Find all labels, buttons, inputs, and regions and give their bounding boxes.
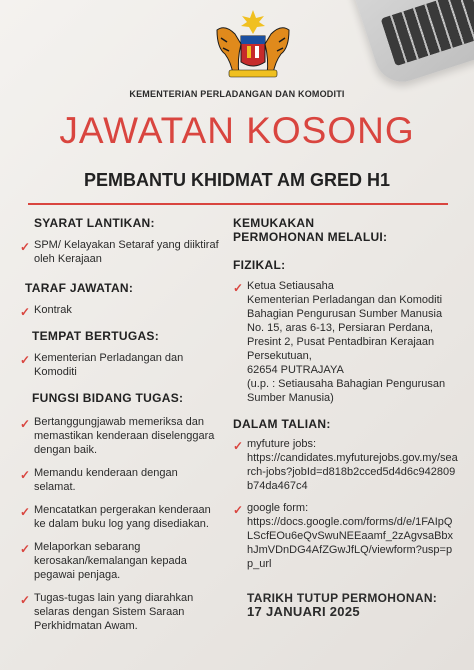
tempat-text: Kementerian Perladangan dan Komoditi bbox=[34, 352, 184, 378]
check-mark-icon: ✓ bbox=[20, 305, 31, 319]
taraf-text: Kontrak bbox=[34, 304, 72, 316]
list-item bbox=[20, 415, 220, 457]
check-mark-icon: ✓ bbox=[20, 505, 31, 519]
address-line: Kementerian Perladangan dan Komoditi bbox=[247, 294, 443, 306]
check-mark-icon: ✓ bbox=[20, 417, 31, 431]
check-mark-icon: ✓ bbox=[233, 281, 244, 295]
myfuture-label: myfuture jobs: bbox=[247, 438, 317, 450]
google-form-block bbox=[233, 501, 458, 571]
left-column bbox=[20, 216, 220, 633]
talian-heading: DALAM TALIAN: bbox=[233, 417, 331, 431]
myfuture-link[interactable]: https://candidates.myfuturejobs.gov.my/search-jobs?jobId=d818b2cced5d4d6c942809b74da467c4 bbox=[247, 452, 458, 492]
laptop-keyboard bbox=[381, 0, 474, 66]
check-mark-icon: ✓ bbox=[233, 439, 244, 453]
list-item bbox=[20, 591, 220, 633]
check-mark-icon: ✓ bbox=[20, 353, 31, 367]
check-mark-icon: ✓ bbox=[233, 503, 244, 517]
address-line: 62654 PUTRAJAYA bbox=[247, 364, 344, 376]
position-title: PEMBANTU KHIDMAT AM GRED H1 bbox=[84, 170, 390, 190]
fungsi-text: Mencatatkan pergerakan kenderaan ke dalam buku log yang disediakan. bbox=[34, 504, 211, 530]
right-column bbox=[233, 216, 458, 619]
tempat-heading: TEMPAT BERTUGAS: bbox=[32, 329, 160, 343]
fungsi-text: Memandu kenderaan dengan selamat. bbox=[34, 467, 178, 493]
page-title: JAWATAN KOSONG bbox=[59, 110, 415, 151]
check-mark-icon: ✓ bbox=[20, 542, 31, 556]
kemukakan-heading-line2: PERMOHONAN MELALUI: bbox=[233, 230, 388, 244]
kemukakan-heading-line1: KEMUKAKAN bbox=[233, 216, 315, 230]
address-line: Presint 2, Pusat Pentadbiran Kerajaan bbox=[247, 336, 435, 348]
deadline-label: TARIKH TUTUP PERMOHONAN: bbox=[247, 591, 438, 605]
list-item bbox=[20, 503, 220, 531]
syarat-text: SPM/ Kelayakan Setaraf yang diiktiraf oleh Kerajaan bbox=[34, 239, 219, 265]
check-mark-icon: ✓ bbox=[20, 593, 31, 607]
deadline-date: 17 JANUARI 2025 bbox=[247, 604, 360, 619]
malaysia-coat-of-arms-icon bbox=[207, 8, 299, 84]
address-block bbox=[233, 279, 458, 405]
fungsi-text: Melaporkan sebarang kerosakan/kemalangan kepada pegawai penjaga. bbox=[34, 541, 187, 581]
fungsi-text: Tugas-tugas lain yang diarahkan selaras dengan Sistem Saraan Perkhidmatan Awam. bbox=[34, 592, 194, 632]
list-item bbox=[20, 303, 220, 317]
list-item bbox=[20, 351, 220, 379]
list-item bbox=[20, 540, 220, 582]
divider bbox=[28, 203, 448, 205]
google-form-label: google form: bbox=[247, 502, 309, 514]
check-mark-icon: ✓ bbox=[20, 468, 31, 482]
fizikal-heading: FIZIKAL: bbox=[233, 258, 286, 272]
address-line: (u.p. : Setiausaha Bahagian Pengurusan bbox=[247, 378, 446, 390]
address-line: Persekutuan, bbox=[247, 350, 312, 362]
laptop-decoration bbox=[350, 0, 474, 89]
check-mark-icon: ✓ bbox=[20, 240, 31, 254]
list-item bbox=[20, 238, 220, 266]
fungsi-text: Bertanggungjawab memeriksa dan memastikan kenderaan diselenggara dengan baik. bbox=[34, 416, 215, 456]
taraf-heading: TARAF JAWATAN: bbox=[25, 281, 134, 295]
address-line: Sumber Manusia) bbox=[247, 392, 334, 404]
syarat-heading: SYARAT LANTIKAN: bbox=[34, 216, 155, 230]
address-line: Ketua Setiausaha bbox=[247, 280, 334, 292]
address-line: Bahagian Pengurusan Sumber Manusia bbox=[247, 308, 443, 320]
list-item bbox=[20, 466, 220, 494]
ministry-name: KEMENTERIAN PERLADANGAN DAN KOMODITI bbox=[129, 89, 345, 99]
address-line: No. 15, aras 6-13, Persiaran Perdana, bbox=[247, 322, 433, 334]
myfuture-block bbox=[233, 437, 458, 493]
fungsi-heading: FUNGSI BIDANG TUGAS: bbox=[32, 391, 184, 405]
google-form-link[interactable]: https://docs.google.com/forms/d/e/1FAIpQLScfEOu6eQvSwuNEEaamf_2zAgvsaBbxhJmVDnDG4AfZGwJfLQ/viewform?usp=pp_url bbox=[247, 516, 454, 570]
